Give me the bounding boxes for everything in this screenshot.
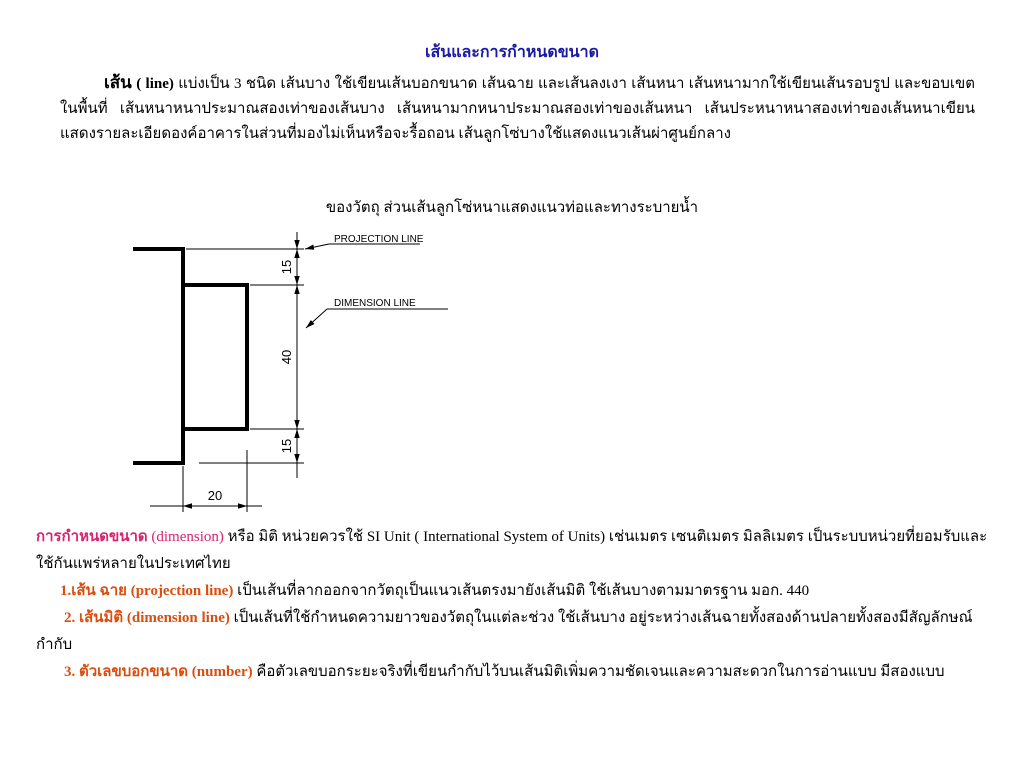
page-title: เส้นและการกำหนดขนาด (425, 44, 599, 61)
lines-lead-paren: ( line) (136, 76, 174, 92)
item-3-text: คือตัวเลขบอกระยะจริงที่เขียนกำกับไว้บนเส้นมิติเพิ่มความชัดเจนและความสะดวกในการอ่านแบบ มีสองแบบ (256, 664, 945, 680)
dimension-heading-en: (dimension) (151, 529, 224, 545)
dim-middle-label: 40 (279, 349, 294, 365)
dimension-section (36, 524, 991, 686)
lines-lead-word: เส้น (104, 73, 132, 92)
dimension-line-label: DIMENSION LINE (334, 298, 416, 309)
projection-leader (305, 244, 329, 249)
item-1-text: เป็นเส้นที่ลากออกจากวัตถุเป็นแนวเส้นตรงมายังเส้นมิติ ใช้เส้นบางตามมาตรฐาน มอก. 440 (237, 583, 810, 599)
object-step (183, 285, 247, 429)
dimension-leader (306, 309, 327, 328)
dimension-intro (36, 524, 991, 578)
projection-line-label: PROJECTION LINE (334, 234, 424, 245)
lines-centered-line: ของวัตถุ ส่วนเส้นลูกโซ่หนาแสดงแนวท่อและทางระบายน้ำ (325, 200, 699, 216)
item-2-text: เป็นเส้นที่ใช้กำหนดความยาวของวัตถุในแต่ละช่วง ใช้เส้นบาง อยู่ระหว่างเส้นฉายทั้งสองด้านปลายทั้งสองมีสัญลักษณ์กำกับ (36, 610, 973, 653)
item-3 (36, 659, 991, 686)
item-1 (36, 578, 991, 605)
item-1-title: 1.เส้น ฉาย (projection line) (60, 583, 234, 599)
item-2-title: 2. เส้นมิติ (dimension line) (64, 610, 230, 626)
lines-text: แบ่งเป็น 3 ชนิด เส้นบาง ใช้เขียนเส้นบอกขนาด เส้นฉาย และเส้นลงเงา เส้นหนา เส้นหนามากใช้เขียนเส้นรอบรูป และขอบเขตในพื้นที่ เส้นหนาหนาประมาณสองเท่าของเส้นบาง เส้นหนามากหนาประมาณสองเท่าของเส้นหนา เส้นประหนาหนาสองเท่าของเส้นหนาเขียนแสดงรายละเอียดองค์อาคารในส่วนที่มองไม่เห็นหรือจะรื้อถอน เส้นลูกโซ่บางใช้แสดงแนวเส้นผ่าศูนย์กลาง (60, 76, 976, 142)
item-2 (36, 605, 991, 659)
dim-horizontal-label: 20 (207, 488, 223, 503)
dimension-intro-text: หรือ มิติ หน่วยควรใช้ SI Unit ( International System of Units) เช่นเมตร เซนติเมตร มิลลิเมตร เป็นระบบหน่วยที่ยอมรับและใช้กันแพร่หลายในประเทศไทย (36, 529, 988, 572)
dim-top-label: 15 (279, 259, 294, 275)
dim-bottom-label: 15 (279, 438, 294, 454)
object-outline (133, 249, 183, 463)
dimension-heading: การกำหนดขนาด (36, 529, 148, 545)
item-3-title: 3. ตัวเลขบอกขนาด (number) (64, 664, 253, 680)
